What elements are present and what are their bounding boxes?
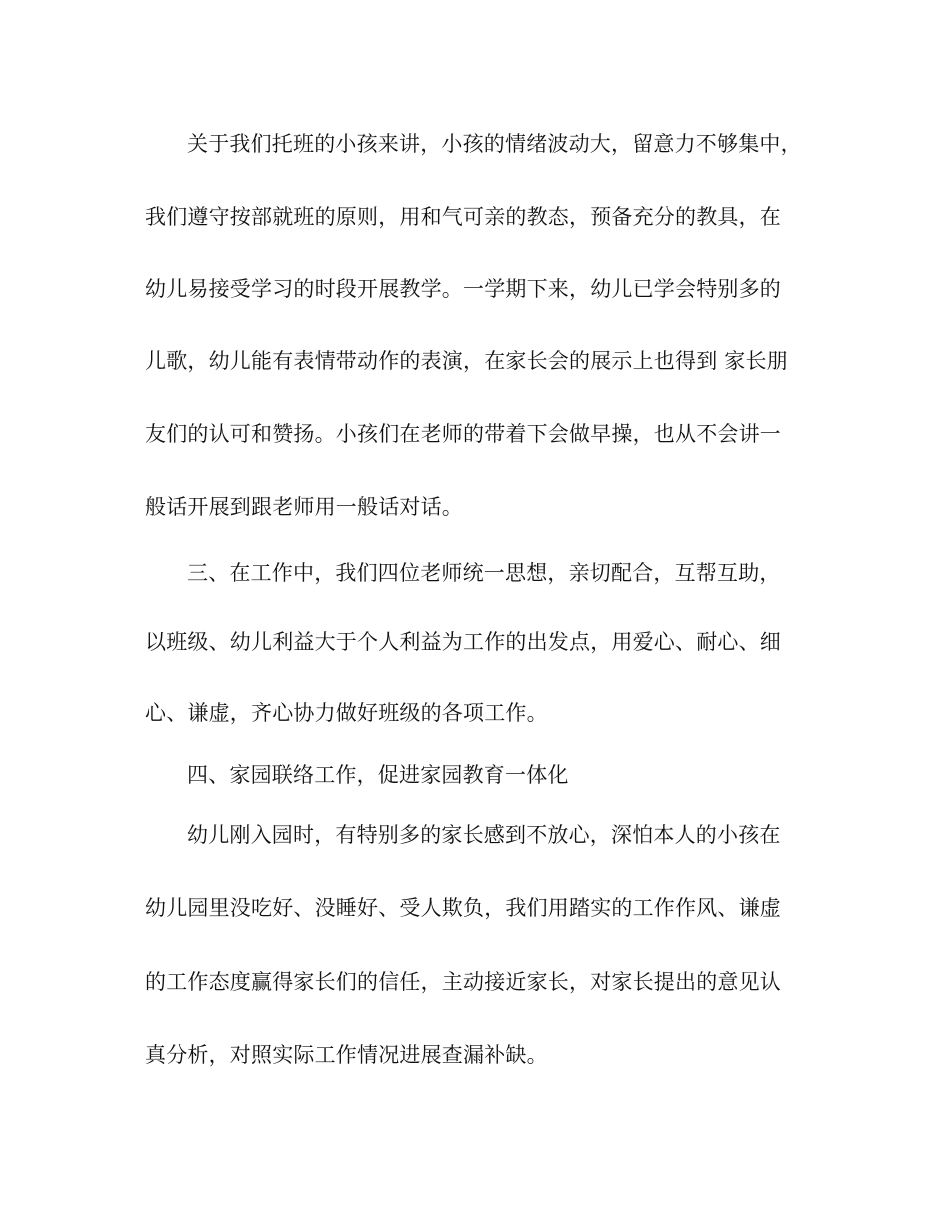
paragraph-3-line-3: 的工作态度赢得家长们的信任，主动接近家长，对家长提出的意见认 (145, 970, 781, 994)
paragraph-1-line-6: 般话开展到跟老师用一般话对话。 (145, 495, 463, 519)
paragraph-1-line-4: 儿歌，幼儿能有表情带动作的表演，在家长会的展示上也得到 家长朋 (145, 349, 788, 373)
paragraph-2-line-2: 以班级、幼儿利益大于个人利益为工作的出发点，用爱心、耐心、细 (145, 630, 781, 654)
paragraph-3-line-4: 真分析，对照实际工作情况进展查漏补缺。 (145, 1043, 548, 1067)
paragraph-3-line-1: 幼儿刚入园时，有特别多的家长感到不放心，深怕本人的小孩在 (187, 823, 781, 847)
paragraph-1-line-3: 幼儿易接受学习的时段开展教学。一学期下来，幼儿已学会特别多的 (145, 277, 781, 301)
paragraph-3-line-2: 幼儿园里没吃好、没睡好、受人欺负，我们用踏实的工作作风、谦虚 (145, 896, 781, 920)
paragraph-2-line-1: 三、在工作中，我们四位老师统一思想，亲切配合，互帮互助， (187, 561, 781, 585)
paragraph-2-line-3: 心、谦虚，齐心协力做好班级的各项工作。 (145, 701, 548, 725)
paragraph-1-line-1: 关于我们托班的小孩来讲，小孩的情绪波动大，留意力不够集中， (187, 132, 802, 156)
paragraph-1-line-5: 友们的认可和赞扬。小孩们在老师的带着下会做早操，也从不会讲一 (145, 422, 781, 446)
section-heading-home-school: 四、家园联络工作，促进家园教育一体化 (187, 763, 569, 787)
paragraph-1-line-2: 我们遵守按部就班的原则，用和气可亲的教态，预备充分的教具，在 (145, 205, 781, 229)
